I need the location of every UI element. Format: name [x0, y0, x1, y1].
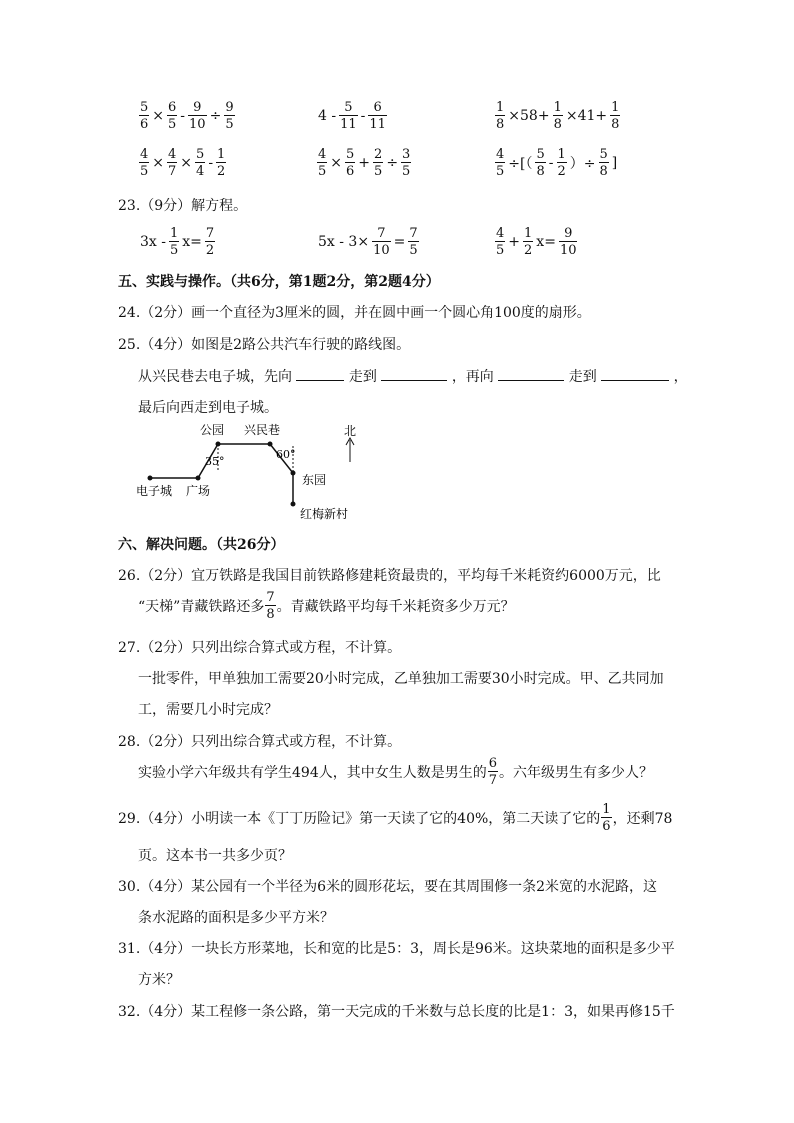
fraction: $\frac{1}{2}$ [524, 226, 533, 258]
label-north: 北 [344, 424, 357, 438]
fraction: $\frac{9}{5}$ [225, 100, 234, 132]
calc-r1c3: $\frac{1}{8}$ ×58+ $\frac{1}{8}$ ×41+ $\frac{1}{8}$ [496, 100, 620, 132]
q31-line2: 方米？ [138, 972, 180, 988]
fraction: $\frac{4}{5}$ [140, 147, 149, 179]
equation-2: 5x - 3× $\frac{7}{10}$ = $\frac{7}{5}$ [318, 226, 418, 258]
fraction: $\frac{1}{8}$ [553, 100, 562, 132]
q28-line1: 28.（2分）只列出综合算式或方程，不计算。 [118, 734, 402, 750]
q24: 24.（2分）画一个直径为3厘米的圆，并在圆中画一个圆心角100度的扇形。 [118, 305, 591, 321]
q32-line1: 32.（4分）某工程修一条公路，第一天完成的千米数与总长度的比是1：3，如果再修15千 [118, 1004, 675, 1020]
q28-line2: 实验小学六年级共有学生494人，其中女生人数是男生的 $\frac{6}{7}$ 。六年级男生有多少人？ [138, 756, 654, 788]
fraction: $\frac{5}{11}$ [340, 100, 357, 132]
q27-line1: 27.（2分）只列出综合算式或方程，不计算。 [118, 640, 402, 656]
fraction: $\frac{1}{5}$ [169, 226, 179, 258]
answer-blank[interactable] [381, 366, 447, 381]
q27-line2: 一批零件，甲单独加工需要20小时完成，乙单独加工需要30小时完成。甲、乙共同加 [138, 671, 664, 687]
fraction: $\frac{6}{11}$ [369, 100, 386, 132]
fraction: $\frac{3}{5}$ [402, 147, 411, 179]
fraction: $\frac{9}{10}$ [189, 100, 206, 132]
label-dianzicheng: 电子城 [136, 484, 173, 498]
fraction: $\frac{7}{10}$ [373, 226, 390, 258]
q30-line2: 条水泥路的面积是多少平方米？ [138, 910, 334, 926]
stop-dot [291, 502, 296, 507]
label-xingminxiang: 兴民巷 [244, 423, 281, 437]
stop-dot [268, 442, 273, 447]
fraction: $\frac{1}{8}$ [611, 100, 620, 132]
q31-line1: 31.（4分）一块长方形菜地，长和宽的比是5：3，周长是96米。这块菜地的面积是多少平 [118, 941, 675, 957]
stop-dot [196, 476, 201, 481]
fraction: $\frac{5}{8}$ [599, 147, 608, 179]
fraction: $\frac{5}{4}$ [196, 147, 205, 179]
calc-r2c3: $\frac{4}{5}$ ÷[（ $\frac{5}{8}$ - $\frac{1}{2}$ ）÷ $\frac{5}{8}$ ] [496, 147, 618, 179]
fraction: $\frac{4}{5}$ [496, 147, 505, 179]
answer-blank[interactable] [498, 366, 564, 381]
route-map [130, 418, 370, 526]
fraction: $\frac{6}{7}$ [488, 756, 498, 788]
calc-r2c1: $\frac{4}{5}$ × $\frac{4}{7}$ × $\frac{5}{4}$ - $\frac{1}{2}$ [140, 147, 226, 179]
fraction: $\frac{1}{6}$ [602, 802, 611, 834]
equation-1: 3x - $\frac{1}{5}$ x= $\frac{7}{2}$ [140, 226, 215, 258]
fraction: $\frac{7}{2}$ [205, 226, 215, 258]
q26-line2: “天梯”青藏铁路还多 $\frac{7}{8}$ 。青藏铁路平均每千米耗资多少万元？ [138, 590, 515, 622]
answer-blank[interactable] [601, 366, 669, 381]
fraction: $\frac{1}{2}$ [557, 147, 566, 179]
label-dongyuan: 东园 [302, 473, 327, 487]
q30-line1: 30.（4分）某公园有一个半径为6米的圆形花坛，要在其周围修一条2米宽的水泥路，这 [118, 879, 657, 895]
q23-title: 23.（9分）解方程。 [118, 198, 248, 214]
q27-line3: 工，需要几小时完成？ [138, 702, 278, 718]
label-guangchang: 广场 [186, 484, 211, 498]
answer-blank[interactable] [296, 366, 344, 381]
fraction: $\frac{5}{6}$ [346, 147, 355, 179]
angle-60: 60° [276, 448, 296, 461]
fraction: $\frac{4}{5}$ [496, 226, 505, 258]
fraction: $\frac{7}{5}$ [409, 226, 418, 258]
fraction: $\frac{5}{8}$ [536, 147, 545, 179]
fraction: $\frac{9}{10}$ [559, 226, 577, 258]
q25-line2: 最后向西走到电子城。 [138, 400, 278, 416]
q29-line1: 29.（4分）小明读一本《丁丁历险记》第一天读了它的40%，第二天读了它的 $\frac{1}{6}$ ，还剩78 [118, 802, 673, 834]
fraction: $\frac{5}{6}$ [140, 100, 149, 132]
calc-r1c2: 4 - $\frac{5}{11}$ - $\frac{6}{11}$ [318, 100, 386, 132]
q29-line2: 页。这本书一共多少页？ [138, 848, 292, 864]
calc-r1c1: $\frac{5}{6}$ × $\frac{6}{5}$ - $\frac{9}{10}$ ÷ $\frac{9}{5}$ [140, 100, 234, 132]
label-gongyuan: 公园 [200, 423, 225, 437]
q26-line1: 26.（2分）宜万铁路是我国目前铁路修建耗资最贵的，平均每千米耗资约6000万元，比 [118, 568, 661, 584]
stop-dot [148, 476, 153, 481]
fraction: $\frac{6}{5}$ [168, 100, 177, 132]
section-5-heading: 五、实践与操作。（共6分，第1题2分，第2题4分） [118, 274, 440, 290]
fraction: $\frac{4}{7}$ [168, 147, 177, 179]
label-hongmei: 红梅新村 [300, 507, 349, 521]
fraction: $\frac{2}{5}$ [374, 147, 383, 179]
fraction: $\frac{4}{5}$ [318, 147, 327, 179]
section-6-heading: 六、解决问题。（共26分） [118, 537, 285, 553]
q25-fill-line: 从兴民巷去电子城，先向 走到 ，再向 走到 ， [138, 366, 688, 386]
fraction: $\frac{1}{2}$ [217, 147, 226, 179]
q25-title: 25.（4分）如图是2路公共汽车行驶的路线图。 [118, 337, 411, 353]
fraction: $\frac{7}{8}$ [266, 590, 275, 622]
calc-r2c2: $\frac{4}{5}$ × $\frac{5}{6}$ + $\frac{2}{5}$ ÷ $\frac{3}{5}$ [318, 147, 411, 179]
equation-3: $\frac{4}{5}$ + $\frac{1}{2}$ x= $\frac{9}{10}$ [496, 226, 577, 258]
angle-35: 35° [205, 455, 225, 468]
fraction: $\frac{1}{8}$ [496, 100, 505, 132]
